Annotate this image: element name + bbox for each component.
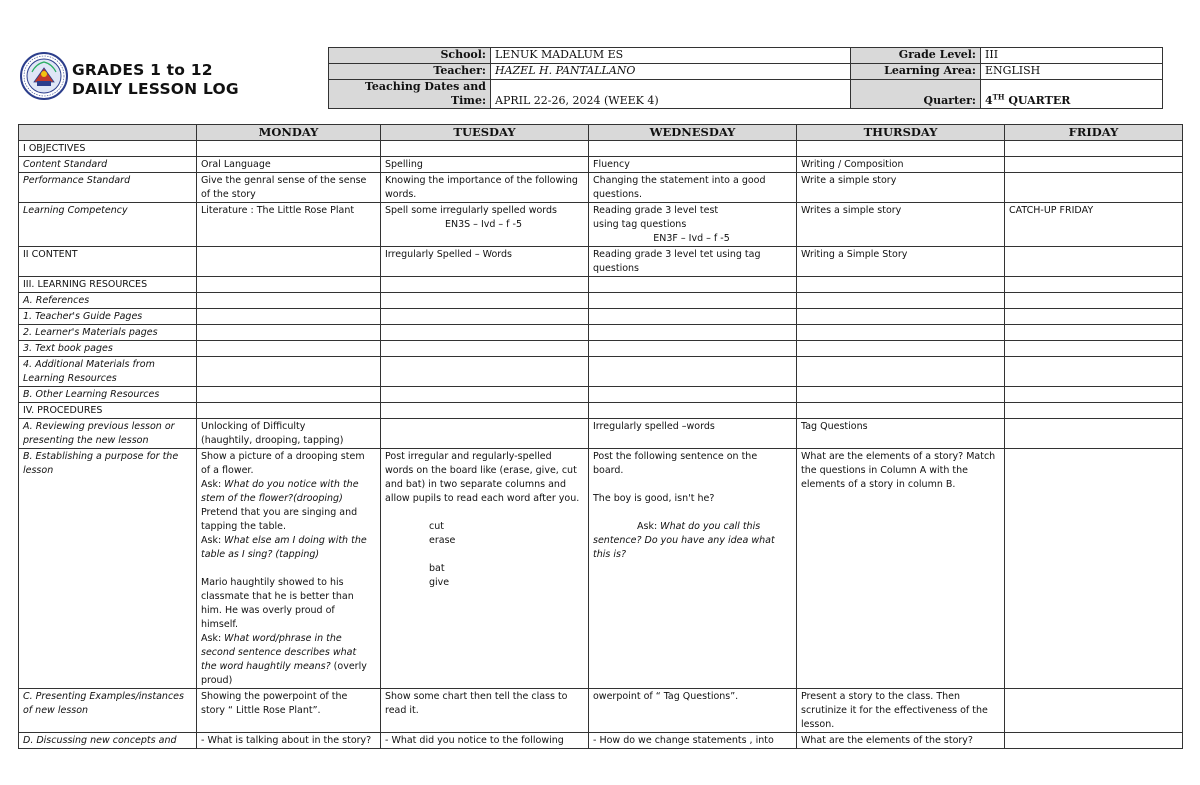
ask-prefix: Ask: (201, 535, 225, 546)
school-label: School: (329, 48, 491, 64)
ask-prefix: Ask: (637, 521, 661, 532)
row-label-other-resources: B. Other Learning Resources (19, 387, 197, 403)
teachers-guide-row (19, 309, 1183, 325)
quarter-value (981, 80, 1163, 109)
teacher-value: HAZEL H. PANTALLANO (491, 64, 851, 80)
learning-resources-row (19, 277, 1183, 293)
quarter-label: Quarter: (851, 80, 981, 109)
ask-question: What else am I doing with the table as I sing? (tapping) (201, 535, 367, 560)
dates-label-line1: Teaching Dates and (364, 80, 486, 93)
cell-fri (1005, 449, 1183, 689)
learning-area-value: ENGLISH (981, 64, 1163, 80)
cell-fri (1005, 157, 1183, 173)
learners-materials-row (19, 325, 1183, 341)
day-wednesday: WEDNESDAY (589, 125, 797, 141)
dates-label (329, 80, 491, 109)
objectives-row (19, 141, 1183, 157)
cell-thu: Writing a Simple Story (797, 247, 1005, 277)
row-label-references: A. References (19, 293, 197, 309)
cell-thu: What are the elements of a story? Match the questions in Column A with the elements of a story in column B. (797, 449, 1005, 689)
row-label-discussing: D. Discussing new concepts and (19, 733, 197, 749)
cell-mon (197, 247, 381, 277)
quarter-number: 4 (985, 94, 993, 107)
row-label-content: II CONTENT (19, 247, 197, 277)
header-corner (19, 125, 197, 141)
cell-fri (1005, 173, 1183, 203)
paragraph: Pretend that you are singing and tapping the table. (201, 507, 358, 532)
row-label-performance-standard: Performance Standard (19, 173, 197, 203)
cell-tue: Spelling (381, 157, 589, 173)
learning-area-label: Learning Area: (851, 64, 981, 80)
cell-tue: Knowing the importance of the following words. (381, 173, 589, 203)
paragraph: The boy is good, isn't he? (593, 493, 715, 504)
content-row (19, 247, 1183, 277)
quarter-suffix: TH (992, 92, 1005, 102)
competency-code: EN3S – Ivd – f -5 (444, 219, 523, 230)
cell-wed (589, 203, 797, 247)
additional-materials-row (19, 357, 1183, 387)
word-item: erase (429, 535, 456, 546)
references-row (19, 293, 1183, 309)
cell-tue (381, 449, 589, 689)
ask-line (201, 478, 374, 506)
other-resources-row (19, 387, 1183, 403)
paragraph: Mario haughtily showed to his classmate that he is better than him. He was overly proud of himself. (201, 577, 354, 630)
cell-wed (589, 449, 797, 689)
row-label-learning-resources: III. LEARNING RESOURCES (19, 277, 197, 293)
dates-value: APRIL 22-26, 2024 (WEEK 4) (491, 80, 851, 109)
textbook-row (19, 341, 1183, 357)
ask-line (593, 520, 790, 562)
cell-wed: Irregularly spelled –words (589, 419, 797, 449)
deped-seal-logo (20, 52, 68, 100)
reviewing-row (19, 419, 1183, 449)
row-label-learning-competency: Learning Competency (19, 203, 197, 247)
learning-competency-row (19, 203, 1183, 247)
form-title-line1: GRADES 1 to 12 (72, 61, 213, 79)
cell-fri (1005, 247, 1183, 277)
form-title (72, 61, 239, 99)
row-label-content-standard: Content Standard (19, 157, 197, 173)
ask-prefix: Ask: (201, 479, 225, 490)
word-item: cut (429, 521, 444, 532)
content-standard-row (19, 157, 1183, 173)
word-item: give (429, 577, 450, 588)
cell-wed: Changing the statement into a good questions. (589, 173, 797, 203)
ask-question: What do you notice with the stem of the flower?(drooping) (201, 479, 359, 504)
cell-wed: Reading grade 3 level tet using tag questions (589, 247, 797, 277)
cell-thu: Writing / Composition (797, 157, 1005, 173)
establishing-row (19, 449, 1183, 689)
quarter-word: QUARTER (1004, 94, 1071, 107)
dates-label-line2: Time: (450, 94, 486, 107)
competency-text: Reading grade 3 level test (593, 205, 719, 216)
cell-wed: owerpoint of “ Tag Questions”. (589, 689, 797, 733)
row-label-additional-materials: 4. Additional Materials from Learning Resources (19, 357, 197, 387)
grade-level-label: Grade Level: (851, 48, 981, 64)
cell-tue (381, 203, 589, 247)
day-thursday: THURSDAY (797, 125, 1005, 141)
ask-line (201, 632, 374, 688)
teacher-label: Teacher: (329, 64, 491, 80)
discussing-row (19, 733, 1183, 749)
paragraph: Post the following sentence on the board. (593, 451, 758, 476)
cell-thu: Present a story to the class. Then scrutinize it for the effectiveness of the lesson. (797, 689, 1005, 733)
row-label-presenting: C. Presenting Examples/instances of new lesson (19, 689, 197, 733)
row-label-establishing: B. Establishing a purpose for the lesson (19, 449, 197, 689)
procedures-row (19, 403, 1183, 419)
row-label-reviewing: A. Reviewing previous lesson or presenting the new lesson (19, 419, 197, 449)
paragraph: Show a picture of a drooping stem of a flower. (201, 451, 365, 476)
competency-text: Spell some irregularly spelled words (385, 205, 558, 216)
day-header-row (19, 125, 1183, 141)
word-item: bat (429, 563, 445, 574)
ask-line (201, 534, 374, 562)
cell-tue: Show some chart then tell the class to read it. (381, 689, 589, 733)
competency-text: using tag questions (593, 219, 687, 230)
row-label-textbook: 3. Text book pages (19, 341, 197, 357)
row-label-objectives: I OBJECTIVES (19, 141, 197, 157)
cell-fri (1005, 689, 1183, 733)
ask-answer: (overly proud) (201, 661, 367, 686)
cell-mon: Oral Language (197, 157, 381, 173)
ask-question: What do you call this sentence? Do you have any idea what this is? (593, 521, 775, 560)
performance-standard-row (19, 173, 1183, 203)
school-value: LENUK MADALUM ES (491, 48, 851, 64)
presenting-row (19, 689, 1183, 733)
ask-prefix: Ask: (201, 633, 225, 644)
reviewing-text: (haughtily, drooping, tapping) (201, 435, 344, 446)
row-label-teachers-guide: 1. Teacher's Guide Pages (19, 309, 197, 325)
cell-tue (381, 419, 589, 449)
cell-fri: CATCH-UP FRIDAY (1005, 203, 1183, 247)
paragraph: Post irregular and regularly-spelled words on the board like (erase, give, cut and bat) in two separate columns and allow pupils to read each word after you. (385, 451, 580, 504)
cell-thu: Write a simple story (797, 173, 1005, 203)
row-label-learners-materials: 2. Learner's Materials pages (19, 325, 197, 341)
day-tuesday: TUESDAY (381, 125, 589, 141)
lesson-log-table (18, 124, 1183, 749)
cell-thu: Tag Questions (797, 419, 1005, 449)
cell-mon (197, 449, 381, 689)
competency-code: EN3F – Ivd – f -5 (653, 233, 730, 244)
cell-mon: - What is talking about in the story? (197, 733, 381, 749)
day-friday: FRIDAY (1005, 125, 1183, 141)
cell-wed: - How do we change statements , into (589, 733, 797, 749)
row-label-procedures: IV. PROCEDURES (19, 403, 197, 419)
form-title-line2: DAILY LESSON LOG (72, 80, 239, 98)
cell-mon (197, 419, 381, 449)
cell-tue: - What did you notice to the following (381, 733, 589, 749)
day-monday: MONDAY (197, 125, 381, 141)
cell-thu: Writes a simple story (797, 203, 1005, 247)
cell-wed: Fluency (589, 157, 797, 173)
cell-fri (1005, 733, 1183, 749)
cell-thu: What are the elements of the story? (797, 733, 1005, 749)
header-info-table (328, 47, 1163, 109)
reviewing-text: Unlocking of Difficulty (201, 421, 306, 432)
word-list (385, 520, 582, 590)
cell-fri (1005, 419, 1183, 449)
cell-tue: Irregularly Spelled – Words (381, 247, 589, 277)
cell-mon: Showing the powerpoint of the story “ Little Rose Plant”. (197, 689, 381, 733)
cell-mon: Give the genral sense of the sense of the story (197, 173, 381, 203)
grade-level-value: III (981, 48, 1163, 64)
cell-mon: Literature : The Little Rose Plant (197, 203, 381, 247)
ask-question: What word/phrase in the second sentence describes what the word haughtily means? (201, 633, 357, 672)
